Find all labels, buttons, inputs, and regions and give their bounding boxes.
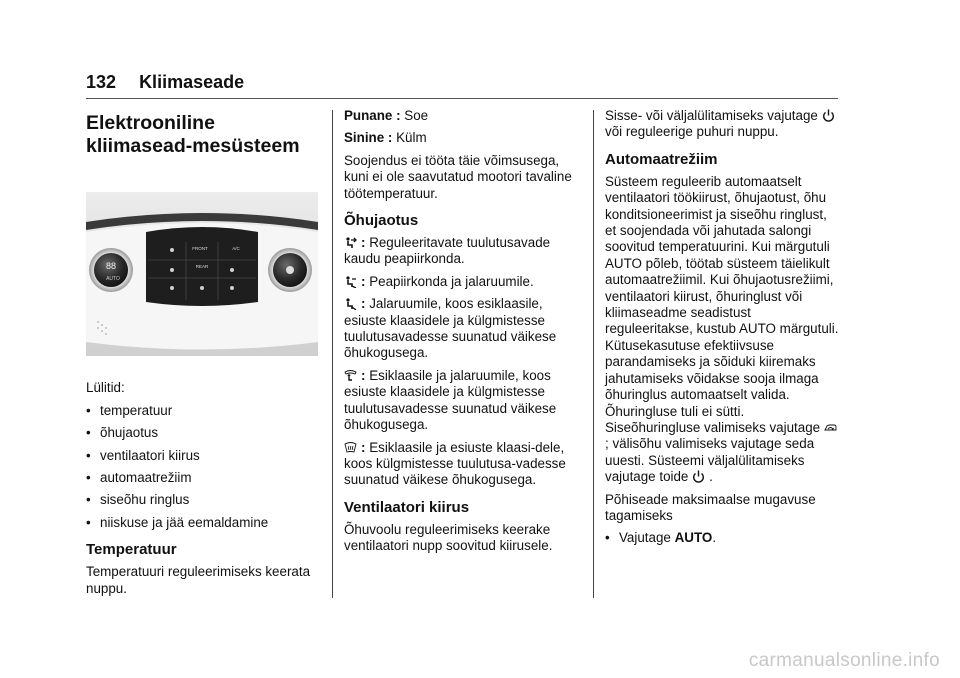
list-item: • õhujaotus [86,425,159,441]
page-number: 132 [86,72,117,92]
left-knob-auto-label: AUTO [106,276,120,282]
left-knob-display: 88 [105,261,117,271]
list-item: • temperatuur [86,402,173,418]
temperature-heading: Temperatuur [86,541,177,559]
auto-heading: Automaatrežiim [605,150,718,168]
column-divider-2 [593,110,594,598]
distribution-item: : Reguleeritavate tuulutusavade kaudu peapiirkonda. [344,235,551,267]
list-item: • Vajutage AUTO. [605,530,717,546]
page-header [86,72,244,93]
blue-line: Sinine : Külm [344,130,427,146]
bilevel-icon [344,275,357,288]
climate-panel-photo [86,192,318,356]
auto-text: Süsteem reguleerib automaatselt ventilaatori töökiirust, õhujaotust, õhu konditsioneerimist ja siseõhu ringlust, et soojendada või jahutada salongi soovitud temperatuurini. Kui märgutuli AUTO põleb, töötab süsteem täielikult automaatrežiimil. Kui õhujaotusrežiimi, ventilaatori kiirust, õhuringlust või kliimaseadme seadistust reguleeritakse, kustub AUTO märgutuli. Kütusekasutuse efektiivsuse parandamiseks ja sõiduki kiiremaks jahutamiseks võidakse sooja ilmaga õhuringlus automaatselt valida. Õhuringluse tuli ei sütti. Siseõhuringluse valimiseks vajutage ; välisõhu valimiseks vajutage seda uuesti. Süsteemi väljalülitamiseks vajutage toide . [605,173,839,485]
list-item: • automaatrežiim [86,470,192,486]
comfort-text: Põhiseade maksimaalse mugavuse tagamiseks [605,491,816,523]
list-item: • niiskuse ja jää eemaldamine [86,514,269,530]
watermark: carmanualsonline.info [748,650,940,671]
power-icon [692,470,705,483]
recirculation-icon [824,421,837,434]
floor-icon [344,297,357,310]
list-item: • ventilaatori kiirus [86,447,200,463]
distribution-heading: Õhujaotus [344,212,419,230]
column-2 [344,108,580,561]
rear-button-label: REAR [195,264,209,269]
front-button-label: FRONT [192,246,208,251]
distribution-item: : Peapiirkonda ja jalaruumile. [344,274,580,290]
chapter-title: Elektrooniline kliimasead-mesüsteem [86,112,300,157]
column-3 [605,108,841,553]
defog-floor-icon [344,369,357,382]
heat-note: Soojendus ei tööta täie võimsusega, kuni ei ole saavutatud mootori tavaline töötemperatuur. [344,152,572,201]
red-line: Punane : Soe [344,108,429,123]
distribution-item: : Esiklaasile ja jalaruumile, koos esiuste klaasidele ja külgmistesse tuulutusavadesse suunatud väikese õhukogusega. [344,367,557,433]
column-1 [86,108,322,603]
fan-text: Õhuvoolu reguleerimiseks keerake ventilaatori nupp soovitud kiirusele. [344,521,553,554]
power-icon [822,109,835,122]
list-item: • siseõhu ringlus [86,492,190,508]
header-rule [86,98,838,99]
ac-button-label: A/C [232,246,240,251]
switches-label: Lülitid: [86,380,125,396]
vent-icon [344,236,357,249]
distribution-item: : Jalaruumile, koos esiklaasile, esiuste klaasidele ja külgmistesse tuulutusavadesse suunatud väikese õhukogusega. [344,296,557,361]
defrost-icon [344,441,357,454]
column-divider-1 [332,110,333,598]
section-title: Kliimaseade [139,72,245,92]
distribution-item: : Esiklaasile ja esiuste klaasi-dele, koos külgmistesse tuulutusa-vadesse suunatud väikese õhukogusega. [344,439,566,488]
onoff-text: Sisse- või väljalülitamiseks vajutage või reguleerige puhuri nuppu. [605,108,841,141]
fan-heading: Ventilaatori kiirus [344,498,470,516]
temperature-text: Temperatuuri reguleerimiseks keerata nuppu. [86,564,311,596]
